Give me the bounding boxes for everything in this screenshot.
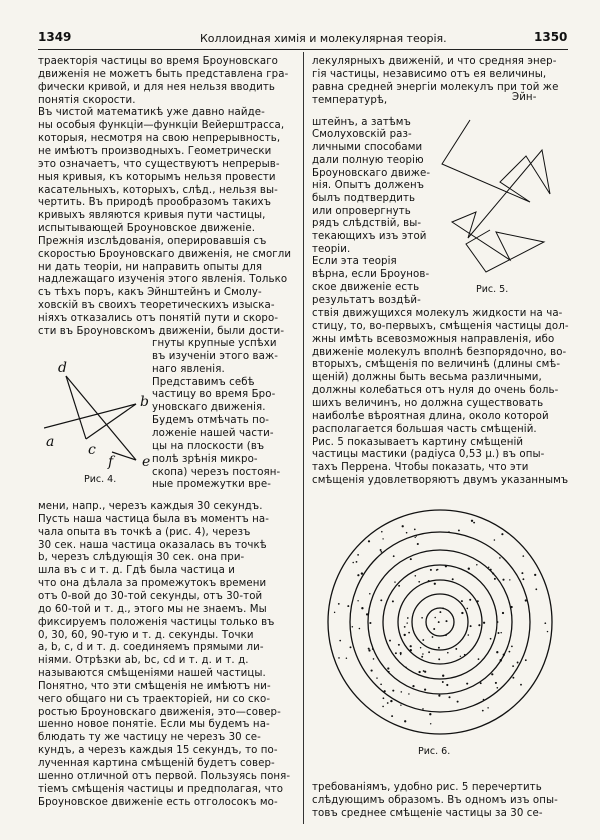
fig6-ring-4 (383, 565, 497, 679)
fig6-dot (492, 572, 494, 574)
text-line: отъ 0-вой до 30-той секунды, отъ 30-той (38, 590, 263, 602)
text-line: располагается большая часть смѣщеній. (312, 423, 537, 435)
fig6-dot (389, 640, 391, 642)
fig6-dot (458, 529, 460, 531)
fig6-dot (471, 520, 473, 522)
fig6-dot (410, 645, 412, 647)
fig6-dot (398, 644, 400, 646)
fig6-dot (442, 681, 444, 683)
text-line: фиксируемъ положенія частицы только въ (38, 616, 275, 628)
text-line: Эйн- (512, 92, 537, 103)
fig6-dot (448, 531, 449, 532)
fig6-dot (478, 658, 480, 660)
fig6-dot (464, 654, 466, 656)
text-line: что она дѣлала за промежутокъ времени (38, 578, 267, 590)
fig6-dot (512, 677, 514, 679)
text-line: личными способами (312, 142, 423, 154)
fig4-caption: Рис. 4. (84, 474, 117, 485)
text-line: скоростью Броуновскаго движенія, не смогли (38, 248, 292, 260)
fig6-dot (356, 561, 358, 563)
text-line: ложеніе нашей части- (152, 427, 274, 439)
fig6-dot (438, 658, 440, 660)
fig6-dot (421, 656, 423, 658)
fig6-dot (357, 574, 359, 576)
fig6-dot (457, 701, 459, 703)
text-line: Броуновскаго движе- (312, 167, 431, 179)
fig6-dot (509, 651, 511, 653)
fig6-dot (418, 671, 420, 673)
fig6-dot (369, 622, 371, 624)
text-line: скопа) черезъ постоян- (152, 466, 281, 478)
text-line: требованіямъ, удобно рис. 5 перечертить (312, 782, 542, 793)
fig6-dot (445, 634, 447, 636)
text-line: b, черезъ слѣдующія 30 сек. она при- (38, 552, 245, 564)
fig6-dot (418, 581, 420, 583)
text-line: движенія не можетъ быть представлена гра- (38, 68, 289, 80)
text-line: частицу во время Бро- (152, 389, 276, 401)
text-line: ское движеніе есть (312, 281, 420, 293)
text-line: шенно новое понятіе. Если мы будемъ на- (38, 719, 270, 731)
fig6-dot (383, 697, 385, 699)
fig6-dot (491, 673, 493, 675)
fig6-dot (442, 675, 444, 677)
fig6-dot (521, 572, 523, 574)
text-line: жны имѣть всевозможныя направленія, ибо (312, 333, 555, 345)
fig6-dot (414, 529, 416, 531)
text-line: гія частицы, независимо отъ ея величины, (312, 68, 547, 80)
fig6-dot (438, 695, 440, 697)
fig6-dot (380, 599, 382, 601)
fig6-dot (496, 687, 498, 689)
fig6-dot (511, 646, 513, 648)
fig6-dot (476, 564, 478, 566)
fig6-dot (502, 612, 504, 614)
fig6-dot (415, 575, 417, 577)
fig6-dot (522, 578, 524, 580)
fig6-dot (416, 535, 417, 536)
fig6-dot (387, 702, 389, 704)
fig6-dot (460, 656, 461, 657)
fig6-dot (452, 578, 454, 580)
fig6-dot (483, 622, 485, 624)
figure-6 (320, 504, 560, 744)
text-line: ніяхъ отказались отъ понятій пути и скоро- (38, 313, 279, 324)
fig6-ring-7 (328, 510, 552, 734)
fig6-dot (366, 613, 368, 615)
fig6-dot (520, 684, 522, 686)
fig6-dot (430, 723, 431, 724)
text-line: равна средней энергіи молекулъ при той же (312, 81, 559, 93)
text-line: Смолуховскій раз- (312, 129, 412, 141)
text-line: ны особыя функціи—функціи Вейерштрасса, (38, 120, 285, 132)
fig6-dot (430, 569, 432, 571)
fig6-dot (503, 654, 505, 656)
fig6-dot (423, 670, 425, 672)
fig6-dot (400, 704, 401, 705)
fig6-dot (478, 624, 480, 626)
fig6-dot (384, 690, 386, 692)
fig6-dot (404, 626, 406, 628)
fig4-label-a: a (46, 434, 55, 450)
fig6-dot (512, 665, 514, 667)
fig6-dot (387, 667, 389, 669)
fig6-dot (410, 558, 412, 560)
fig6-dot (352, 562, 354, 564)
fig6-dot (406, 622, 407, 623)
text-line: до 60-той и т. д., этого мы не знаемъ. Мы (38, 603, 267, 615)
fig6-dot (501, 533, 503, 535)
figure-5 (438, 112, 568, 282)
fig6-dot (422, 639, 424, 641)
fig4-label-f: f (108, 454, 114, 470)
fig6-dot (480, 682, 482, 684)
fig6-dot (417, 543, 419, 545)
text-line: смѣщенія удовлетворяютъ двумъ указаннымъ (312, 475, 569, 487)
fig6-dot (448, 696, 450, 698)
text-line: лекулярныхъ движеній, и что средняя энер- (312, 56, 557, 67)
text-line: полѣ зрѣнія микро- (152, 453, 258, 465)
text-line: ховскій въ своихъ теоретическихъ изыска- (38, 300, 275, 312)
fig6-dot (395, 652, 397, 654)
fig6-dot (487, 707, 488, 708)
text-line: шла въ с и т. д. Гдѣ была частица и (38, 565, 235, 577)
fig6-dot (422, 653, 424, 655)
text-line: съ тѣхъ поръ, какъ Эйнштейнъ и Смолу- (38, 287, 262, 299)
text-line: ростью Броуновскаго движенія, это—совер- (38, 706, 281, 718)
text-line: въ изученіи этого важ- (152, 350, 279, 362)
text-line: ствія движущихся молекулъ жидкости на ча- (312, 308, 563, 319)
text-line: понятія скорости. (38, 94, 136, 106)
fig6-dot (380, 683, 382, 685)
text-line: цы на плоскости (въ (152, 440, 265, 452)
text-line: испытывающей Броуновское движеніе. (38, 223, 256, 235)
fig6-dot (407, 617, 409, 619)
text-line: или опровергнуть (312, 205, 411, 217)
text-line: надлежащаго изученія этого явленія. Только (38, 274, 288, 286)
fig6-dot (517, 662, 519, 664)
fig6-dot (382, 538, 383, 539)
text-line: a, b, c, d и т. д. соединяемъ прямыми ли- (38, 642, 264, 654)
fig6-dot (510, 606, 512, 608)
fig6-ring-3 (398, 580, 482, 664)
fig6-dot (428, 651, 430, 653)
fig6-dot (406, 532, 408, 534)
fig6-caption: Рис. 6. (418, 746, 451, 757)
text-line: касательныхъ, которыхъ, слѣд., нельзя вы- (38, 184, 278, 196)
fig6-dot (338, 603, 340, 605)
text-line: результатъ воздѣй- (312, 294, 421, 306)
fig6-dot (361, 607, 363, 609)
fig5-caption: Рис. 5. (476, 284, 509, 295)
fig6-dot (522, 555, 524, 557)
page-number-left: 1349 (38, 30, 72, 44)
fig6-dot (408, 632, 410, 634)
fig6-dot (447, 652, 449, 654)
fig4-segment-de (66, 376, 136, 460)
text-line: траекторія частицы во время Броуновскаго (38, 56, 278, 67)
fig6-dot (408, 693, 409, 694)
fig6-dot (466, 683, 468, 685)
fig6-dot (376, 677, 377, 678)
fig6-dot (502, 579, 504, 581)
fig6-dot (404, 634, 406, 636)
fig6-dot (446, 684, 448, 686)
fig4-label-b: b (140, 394, 149, 410)
fig6-dot (438, 647, 440, 649)
fig6-dot (432, 636, 434, 638)
text-line: наго явленія. (152, 363, 225, 375)
text-line: кривыхъ являются кривыя пути частицы, (38, 210, 266, 222)
page-number-right: 1350 (534, 30, 568, 44)
fig6-dot (421, 617, 423, 619)
text-line: дали полную теорію (312, 154, 424, 166)
text-line: текающихъ изъ этой (312, 231, 427, 242)
fig6-dot (380, 551, 382, 553)
text-line: мени, напр., черезъ каждыя 30 секундъ. (38, 501, 263, 512)
fig6-dot (420, 647, 421, 648)
fig6-dot (488, 566, 490, 568)
fig6-dot (357, 600, 358, 601)
fig6-dot (445, 565, 447, 567)
fig6-dot (346, 657, 347, 658)
fig6-dot (544, 622, 546, 624)
fig6-dot (535, 588, 537, 590)
running-title: Коллоидная химія и молекулярная теорія. (200, 32, 447, 45)
text-line: стицу, то, во-первыхъ, смѣщенія частицы дол- (312, 320, 569, 332)
fig6-dot (352, 626, 354, 628)
fig6-dot (361, 572, 363, 574)
fig4-label-e: e (142, 454, 151, 470)
fig6-dot (439, 611, 441, 613)
fig6-dot (470, 625, 472, 627)
fig6-dot (422, 708, 424, 710)
fig6-dot (434, 617, 436, 619)
fig6-dot (500, 659, 502, 661)
text-line: штейнъ, а затѣмъ (312, 116, 411, 128)
text-line: блюдать ту же частицу не черезъ 30 се- (38, 732, 261, 744)
fig6-dot (490, 569, 492, 571)
fig6-dot (347, 605, 349, 607)
fig6-dot (393, 555, 395, 557)
fig6-dot (473, 522, 475, 524)
fig6-dot (428, 580, 430, 582)
text-line: шенно отличной отъ первой. Пользуясь поня- (38, 770, 291, 782)
fig6-dot (394, 581, 395, 582)
text-line: ные промежутки вре- (152, 479, 271, 491)
fig6-dot (461, 612, 463, 614)
text-line: нія. Опытъ долженъ (312, 180, 425, 192)
fig6-dot (359, 628, 361, 630)
fig6-dot (338, 657, 340, 659)
fig6-ring-5 (368, 550, 512, 694)
text-line: ни дать теоріи, ни направить опыты для (38, 261, 263, 273)
fig6-dot (434, 583, 436, 585)
fig6-dot (429, 713, 431, 715)
fig6-dot (424, 689, 426, 691)
fig6-dot (382, 706, 384, 708)
fig6-dot (466, 608, 468, 610)
fig6-dot (494, 539, 496, 541)
fig6-dot (405, 666, 407, 668)
text-line: ныя кривыя, къ которымъ нельзя провести (38, 171, 276, 183)
fig6-dot (401, 691, 403, 693)
fig6-dot (469, 599, 471, 601)
text-line: Представимъ себѣ (152, 376, 255, 388)
text-line: товъ среднее смѣщеніе частицы за 30 се- (312, 807, 543, 819)
fig6-dot (468, 634, 470, 636)
fig6-ring-6 (350, 532, 530, 712)
fig4-segment-ab (44, 404, 136, 428)
text-line: шихъ величинъ, но должна существовать (312, 397, 544, 409)
text-line: лученная картина смѣщеній будетъ совер- (38, 758, 275, 769)
fig6-dot (436, 569, 438, 571)
fig6-dot (534, 574, 536, 576)
text-line: вѣрна, если Броунов- (312, 269, 430, 281)
text-line: Если эта теорія (312, 256, 397, 268)
fig6-dot (433, 628, 435, 630)
text-line: не имѣютъ производныхъ. Геометрически (38, 145, 272, 157)
text-line: движеніе молекулъ вполнѣ безпорядочно, во- (312, 346, 567, 358)
text-line: ніями. Отрѣзки ab, bc, cd и т. д. и т. д. (38, 655, 249, 667)
fig6-dot (445, 620, 447, 622)
fig6-dot (368, 648, 370, 650)
fig6-dot (412, 685, 414, 687)
text-line: Броуновское движеніе есть отголосокъ мо- (38, 796, 278, 808)
fig6-dot (402, 525, 404, 527)
text-line: чертить. Въ природѣ прообразомъ такихъ (38, 197, 272, 209)
fig6-dot (495, 682, 497, 684)
fig6-dot (490, 638, 492, 640)
fig6-dot (509, 579, 510, 580)
fig6-dot (461, 600, 463, 602)
fig6-dot (339, 640, 341, 642)
fig6-dot (468, 568, 470, 570)
text-line: Рис. 5 показываетъ картину смѣщеній (312, 436, 524, 448)
fig6-dot (373, 658, 375, 660)
text-line: должны колебаться отъ нуля до очень боль- (312, 385, 559, 397)
fig6-dot (499, 557, 501, 559)
fig6-dot (368, 649, 370, 651)
fig6-dot (388, 671, 390, 673)
fig4-label-d: d (58, 360, 67, 376)
fig6-dot (350, 646, 352, 648)
text-line: Прежнія изслѣдованія, оперировавшія съ (38, 235, 267, 247)
text-line: Въ чистой математикѣ уже давно найде- (38, 107, 265, 119)
text-line: рядъ слѣдствій, вы- (312, 218, 422, 230)
fig6-dot (334, 612, 335, 613)
fig5-path (442, 120, 550, 272)
fig6-dot (380, 549, 382, 551)
fig6-dot (494, 578, 496, 580)
fig6-dot (369, 593, 371, 595)
text-line: сти въ Броуновскомъ движеніи, были дости- (38, 325, 285, 337)
fig6-dot (392, 600, 394, 602)
text-line: фически кривой, и для нея нельзя вводить (38, 81, 275, 93)
text-line: тіемъ смѣщенія частицы и предполагая, что (38, 783, 284, 795)
text-line: называются смѣщеніями нашей частицы. (38, 668, 266, 680)
fig4-segment-cd (66, 376, 86, 439)
fig6-dot (400, 654, 401, 655)
text-line: Понятно, что эти смѣщенія не имѣютъ ни- (38, 680, 271, 692)
fig6-dot (525, 659, 527, 661)
text-line: вторыхъ, смѣщенія по величинѣ (длины смѣ- (312, 359, 561, 371)
fig6-dot (390, 700, 392, 702)
fig6-dot (455, 648, 457, 650)
text-line: уновскаго движенія. (152, 402, 266, 414)
column-divider (303, 52, 304, 824)
fig6-dot (398, 585, 400, 587)
fig6-dot (547, 631, 548, 632)
header-rule (38, 49, 568, 50)
fig6-dot (392, 690, 394, 692)
fig6-dot (391, 715, 393, 717)
fig4-label-c: c (88, 442, 96, 458)
fig6-dot (525, 599, 527, 601)
fig6-dot (414, 537, 415, 538)
text-line: слѣдующимъ образомъ. Въ одномъ изъ опы- (312, 794, 558, 806)
text-line: Будемъ отмѣчать по- (152, 415, 270, 427)
fig6-dot (498, 632, 500, 634)
text-line: чала опыта въ точкѣ a (рис. 4), черезъ (38, 526, 251, 538)
text-line: 30 сек. наша частица оказалась въ точкѣ (38, 539, 267, 551)
fig6-dot (496, 651, 498, 653)
fig6-dot (477, 600, 479, 602)
text-line: щеній) должны быть весьма различными, (312, 372, 542, 384)
text-line: кундъ, а черезъ каждыя 15 секундъ, то по- (38, 745, 278, 757)
text-line: 0, 30, 60, 90-тую и т. д. секунды. Точки (38, 629, 254, 641)
text-line: Пусть наша частица была въ моментъ на- (38, 513, 270, 525)
figure-4 (44, 356, 159, 486)
text-line: былъ подтвердить (312, 192, 416, 204)
text-line: чего общаго ни съ траекторіей, ни со ско- (38, 693, 271, 705)
fig6-dot (368, 540, 370, 542)
fig6-dot (442, 607, 444, 609)
fig6-dot (404, 720, 406, 722)
fig6-dot (482, 710, 484, 712)
text-line: гнуты крупные успѣхи (152, 338, 277, 349)
fig6-dot (371, 670, 373, 672)
text-line: наиболѣе вѣроятная длина, около которой (312, 410, 549, 422)
text-line: частицы мастики (радіуса 0,53 μ.) въ опы- (312, 449, 545, 461)
fig6-dot (483, 699, 485, 701)
fig6-dot (410, 649, 412, 651)
fig6-dot (497, 621, 499, 623)
fig6-dot (438, 621, 440, 623)
text-line: температурѣ, (312, 94, 388, 106)
fig6-dot (357, 554, 359, 556)
text-line: которыя, несмотря на свою непрерывность, (38, 133, 281, 145)
fig6-ring-2 (412, 594, 468, 650)
fig6-dot (372, 648, 374, 650)
text-line: тахъ Перрена. Чтобы показать, что эти (312, 462, 529, 474)
fig6-dot (500, 632, 501, 633)
text-line: теоріи. (312, 243, 351, 255)
fig6-dot (381, 531, 383, 533)
text-line: это означаетъ, что существуютъ непрерыв- (38, 158, 280, 170)
